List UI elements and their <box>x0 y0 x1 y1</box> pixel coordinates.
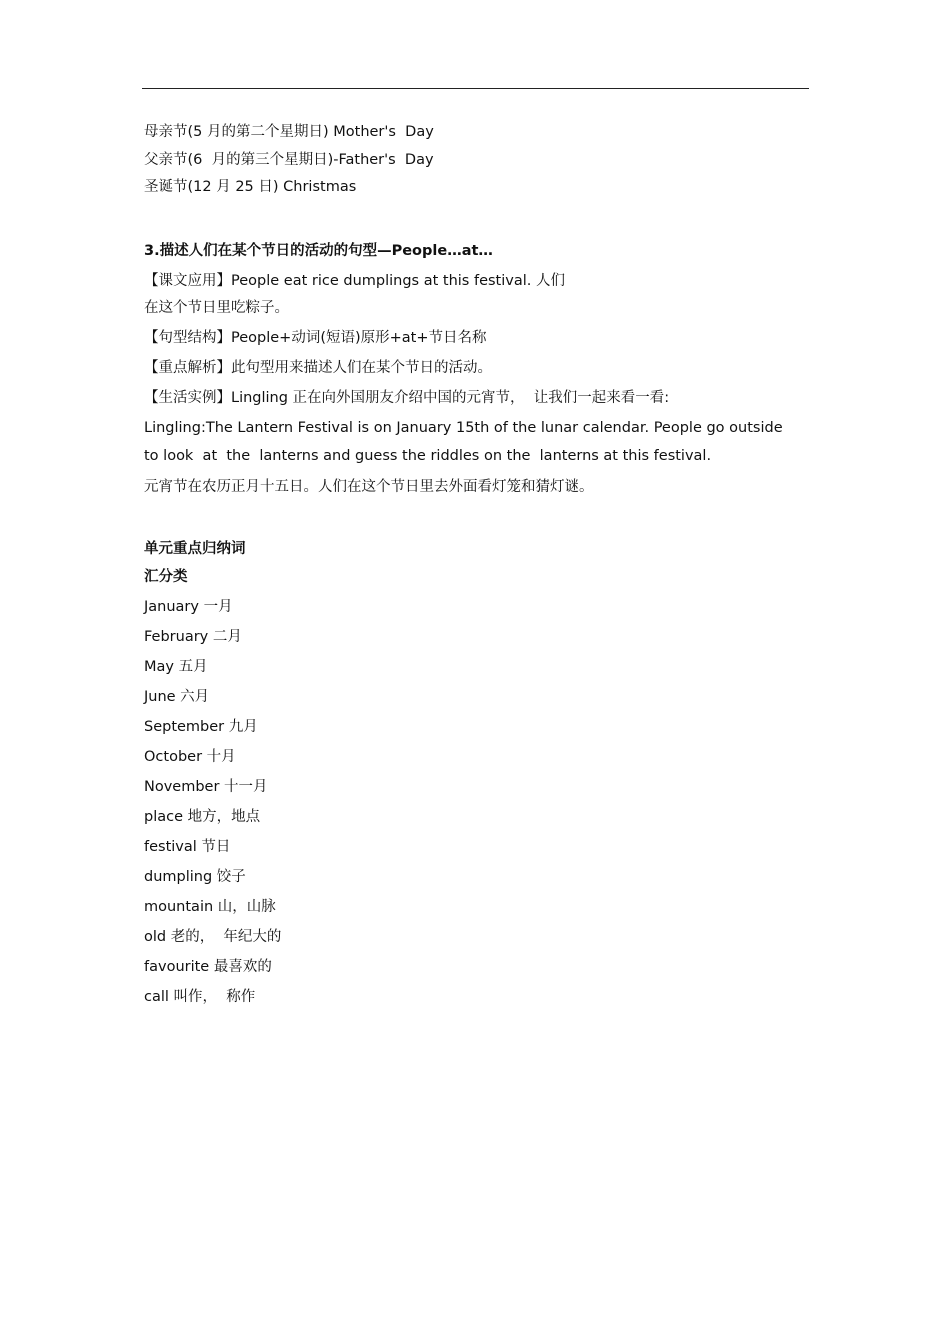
vocab-item: June 六月 <box>144 689 210 705</box>
holiday-fathers-day: 父亲节(6 月的第三个星期日)-Father's Day <box>144 152 434 168</box>
vocab-heading: 单元重点归纳词 <box>144 541 246 557</box>
vocab-item: November 十一月 <box>144 779 268 795</box>
vocab-item: favourite 最喜欢的 <box>144 959 272 975</box>
section3-line: 在这个节日里吃粽子。 <box>144 300 289 316</box>
holiday-christmas: 圣诞节(12 月 25 日) Christmas <box>144 179 357 195</box>
section3-line: 【课文应用】People eat rice dumplings at this festival. 人们 <box>144 273 565 289</box>
section3-line: 【重点解析】此句型用来描述人们在某个节日的活动。 <box>144 360 492 376</box>
vocab-item: September 九月 <box>144 719 258 735</box>
section3-line: 元宵节在农历正月十五日。人们在这个节日里去外面看灯笼和猜灯谜。 <box>144 479 594 495</box>
vocab-item: call 叫作， 称作 <box>144 989 256 1005</box>
vocab-item: May 五月 <box>144 659 208 675</box>
vocab-subheading: 汇分类 <box>144 569 188 585</box>
vocab-item: dumpling 饺子 <box>144 869 246 885</box>
vocab-item: festival 节日 <box>144 839 231 855</box>
vocab-item: February 二月 <box>144 629 242 645</box>
header-rule <box>142 88 809 89</box>
section3-heading: 3.描述人们在某个节日的活动的句型—People…at… <box>144 243 493 259</box>
section3-line: 【生活实例】Lingling 正在向外国朋友介绍中国的元宵节， 让我们一起来看一看: <box>144 390 670 406</box>
vocab-item: mountain 山，山脉 <box>144 899 276 915</box>
section3-line: 【句型结构】People+动词(短语)原形+at+节日名称 <box>144 330 487 346</box>
section3-line: Lingling:The Lantern Festival is on January 15th of the lunar calendar. People go outside <box>144 420 783 436</box>
vocab-item: January 一月 <box>144 599 233 615</box>
section3-line: to look at the lanterns and guess the riddles on the lanterns at this festival. <box>144 448 712 464</box>
holiday-mothers-day: 母亲节(5 月的第二个星期日) Mother's Day <box>144 124 434 140</box>
vocab-item: place 地方，地点 <box>144 809 261 825</box>
vocab-item: old 老的， 年纪大的 <box>144 929 282 945</box>
vocab-item: October 十月 <box>144 749 236 765</box>
